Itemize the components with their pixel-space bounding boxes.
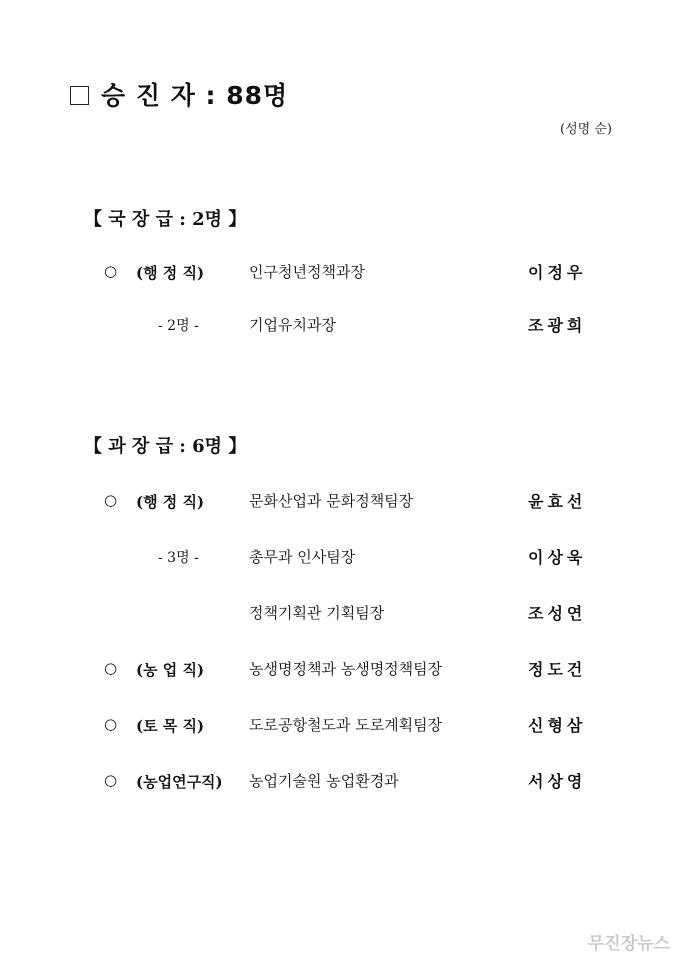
section-heading-manager: 【 과 장 급 : 6명 】	[84, 436, 247, 457]
title-text: 승 진 자 : 88명	[101, 81, 289, 110]
bullet-circle-icon: ○	[104, 262, 118, 280]
position-text: 정책기획관 기획팀장	[249, 604, 385, 622]
position-text: 인구청년정책과장	[249, 263, 365, 281]
position-text: 농업기술원 농업환경과	[249, 772, 399, 790]
person-name: 윤효선	[528, 492, 587, 511]
bullet-circle-icon: ○	[104, 659, 118, 677]
position-text: 문화산업과 문화정책팀장	[249, 492, 414, 510]
position-text: 농생명정책과 농생명정책팀장	[249, 660, 443, 678]
person-name: 정도건	[528, 660, 587, 679]
bullet-circle-icon: ○	[104, 771, 118, 789]
category-label: (농업연구직)	[136, 773, 223, 791]
watermark: 무진장뉴스	[587, 934, 670, 954]
order-note: (성명 순)	[560, 122, 612, 137]
bullet-circle-icon: ○	[104, 491, 118, 509]
person-name: 조성연	[528, 604, 587, 623]
page-title	[70, 76, 288, 112]
person-name: 이정우	[528, 263, 587, 282]
category-label: (농 업 직)	[136, 661, 205, 679]
count-label: - 2명 -	[158, 318, 199, 334]
person-name: 서상영	[528, 772, 587, 791]
bullet-circle-icon: ○	[104, 715, 118, 733]
category-label: (행 정 직)	[136, 493, 205, 511]
checkbox-square-icon	[70, 86, 89, 105]
position-text: 기업유치과장	[249, 316, 336, 334]
count-label: - 3명 -	[158, 550, 199, 566]
position-text: 총무과 인사팀장	[249, 548, 356, 566]
category-label: (행 정 직)	[136, 264, 205, 282]
person-name: 조광희	[528, 316, 587, 335]
section-heading-director: 【 국 장 급 : 2명 】	[84, 209, 247, 230]
person-name: 이상욱	[528, 548, 587, 567]
person-name: 신형삼	[528, 716, 587, 735]
category-label: (토 목 직)	[136, 717, 205, 735]
position-text: 도로공항철도과 도로계획팀장	[249, 716, 443, 734]
